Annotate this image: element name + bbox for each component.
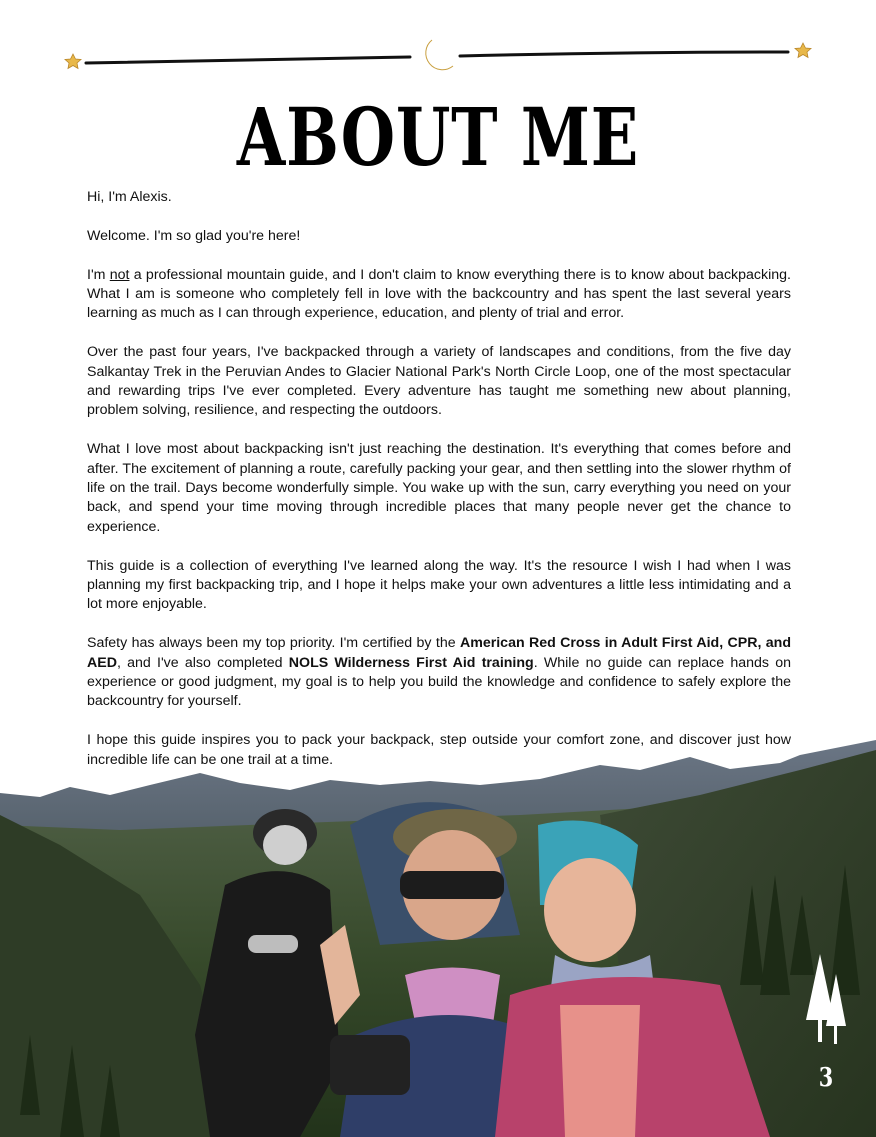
divider-line-right [460, 52, 788, 56]
paragraph-not-a-guide: I'm not a professional mountain guide, and I don't claim to know everything there is to know about backpacking. What I am is someone who completely fell in love with the backcountry and has spent the last several years learning as much as I can through experience, education, and plenty of trial and error. [87, 266, 791, 322]
paragraph-closing: I hope this guide inspires you to pack your backpack, step outside your comfort zone, and discover just how incredible life can be one trail at a time. [87, 732, 791, 768]
paragraph-love-of-backpacking: What I love most about backpacking isn't just reaching the destination. It's everything that comes before and after. The excitement of planning a route, carefully packing your gear, and then settling into the slower rhythm of life on the trail. Days become wonderfully simple. You wake up with the sun, carry everything you need on your back, and spend your time moving through incredible places that many people never get the chance to experience. [87, 441, 791, 535]
star-icon [65, 54, 81, 69]
crescent-moon-icon [426, 40, 453, 70]
greeting: Hi, I'm Alexis. [87, 189, 172, 205]
star-icon [795, 43, 811, 58]
certification-red-cross: American Red Cross in Adult First Aid, CPR, and AED [87, 635, 792, 671]
welcome-line: Welcome. I'm so glad you're here! [87, 227, 301, 244]
certification-nols: NOLS Wilderness First Aid training [288, 654, 534, 671]
page-number: 3 [818, 1063, 834, 1093]
divider-line-left [86, 57, 410, 63]
header-ornament [0, 0, 876, 90]
mountain-photo [0, 735, 876, 1137]
about-me-text [87, 188, 791, 789]
page-title: ABOUT ME [236, 90, 640, 184]
emphasis-not: not [109, 266, 130, 283]
paragraph-experience: Over the past four years, I've backpacked through a variety of landscapes and conditions, from the five day Salkantay Trek in the Peruvian Andes to Glacier National Park's North Circle Loop, one of the most spectacular and rewarding trips I've ever completed. Every adventure has taught me something new about planning, problem solving, resilience, and respecting the outdoors. [87, 344, 791, 419]
paragraph-guide-purpose: This guide is a collection of everything I've learned along the way. It's the resource I wish I had when I was planning my first backpacking trip, and I hope it helps make your own adventures a little less intimidating and a lot more enjoyable. [87, 557, 791, 613]
pine-trees-icon [800, 950, 852, 1050]
paragraph-safety: Safety has always been my top priority. I'm certified by the American Red Cross in Adult First Aid, CPR, and AED, and I've also completed NOLS Wilderness First Aid training. While no guide can replace hands on experience or good judgment, my goal is to help you build the knowledge and confidence to safely explore the backcountry for yourself. [87, 635, 792, 710]
